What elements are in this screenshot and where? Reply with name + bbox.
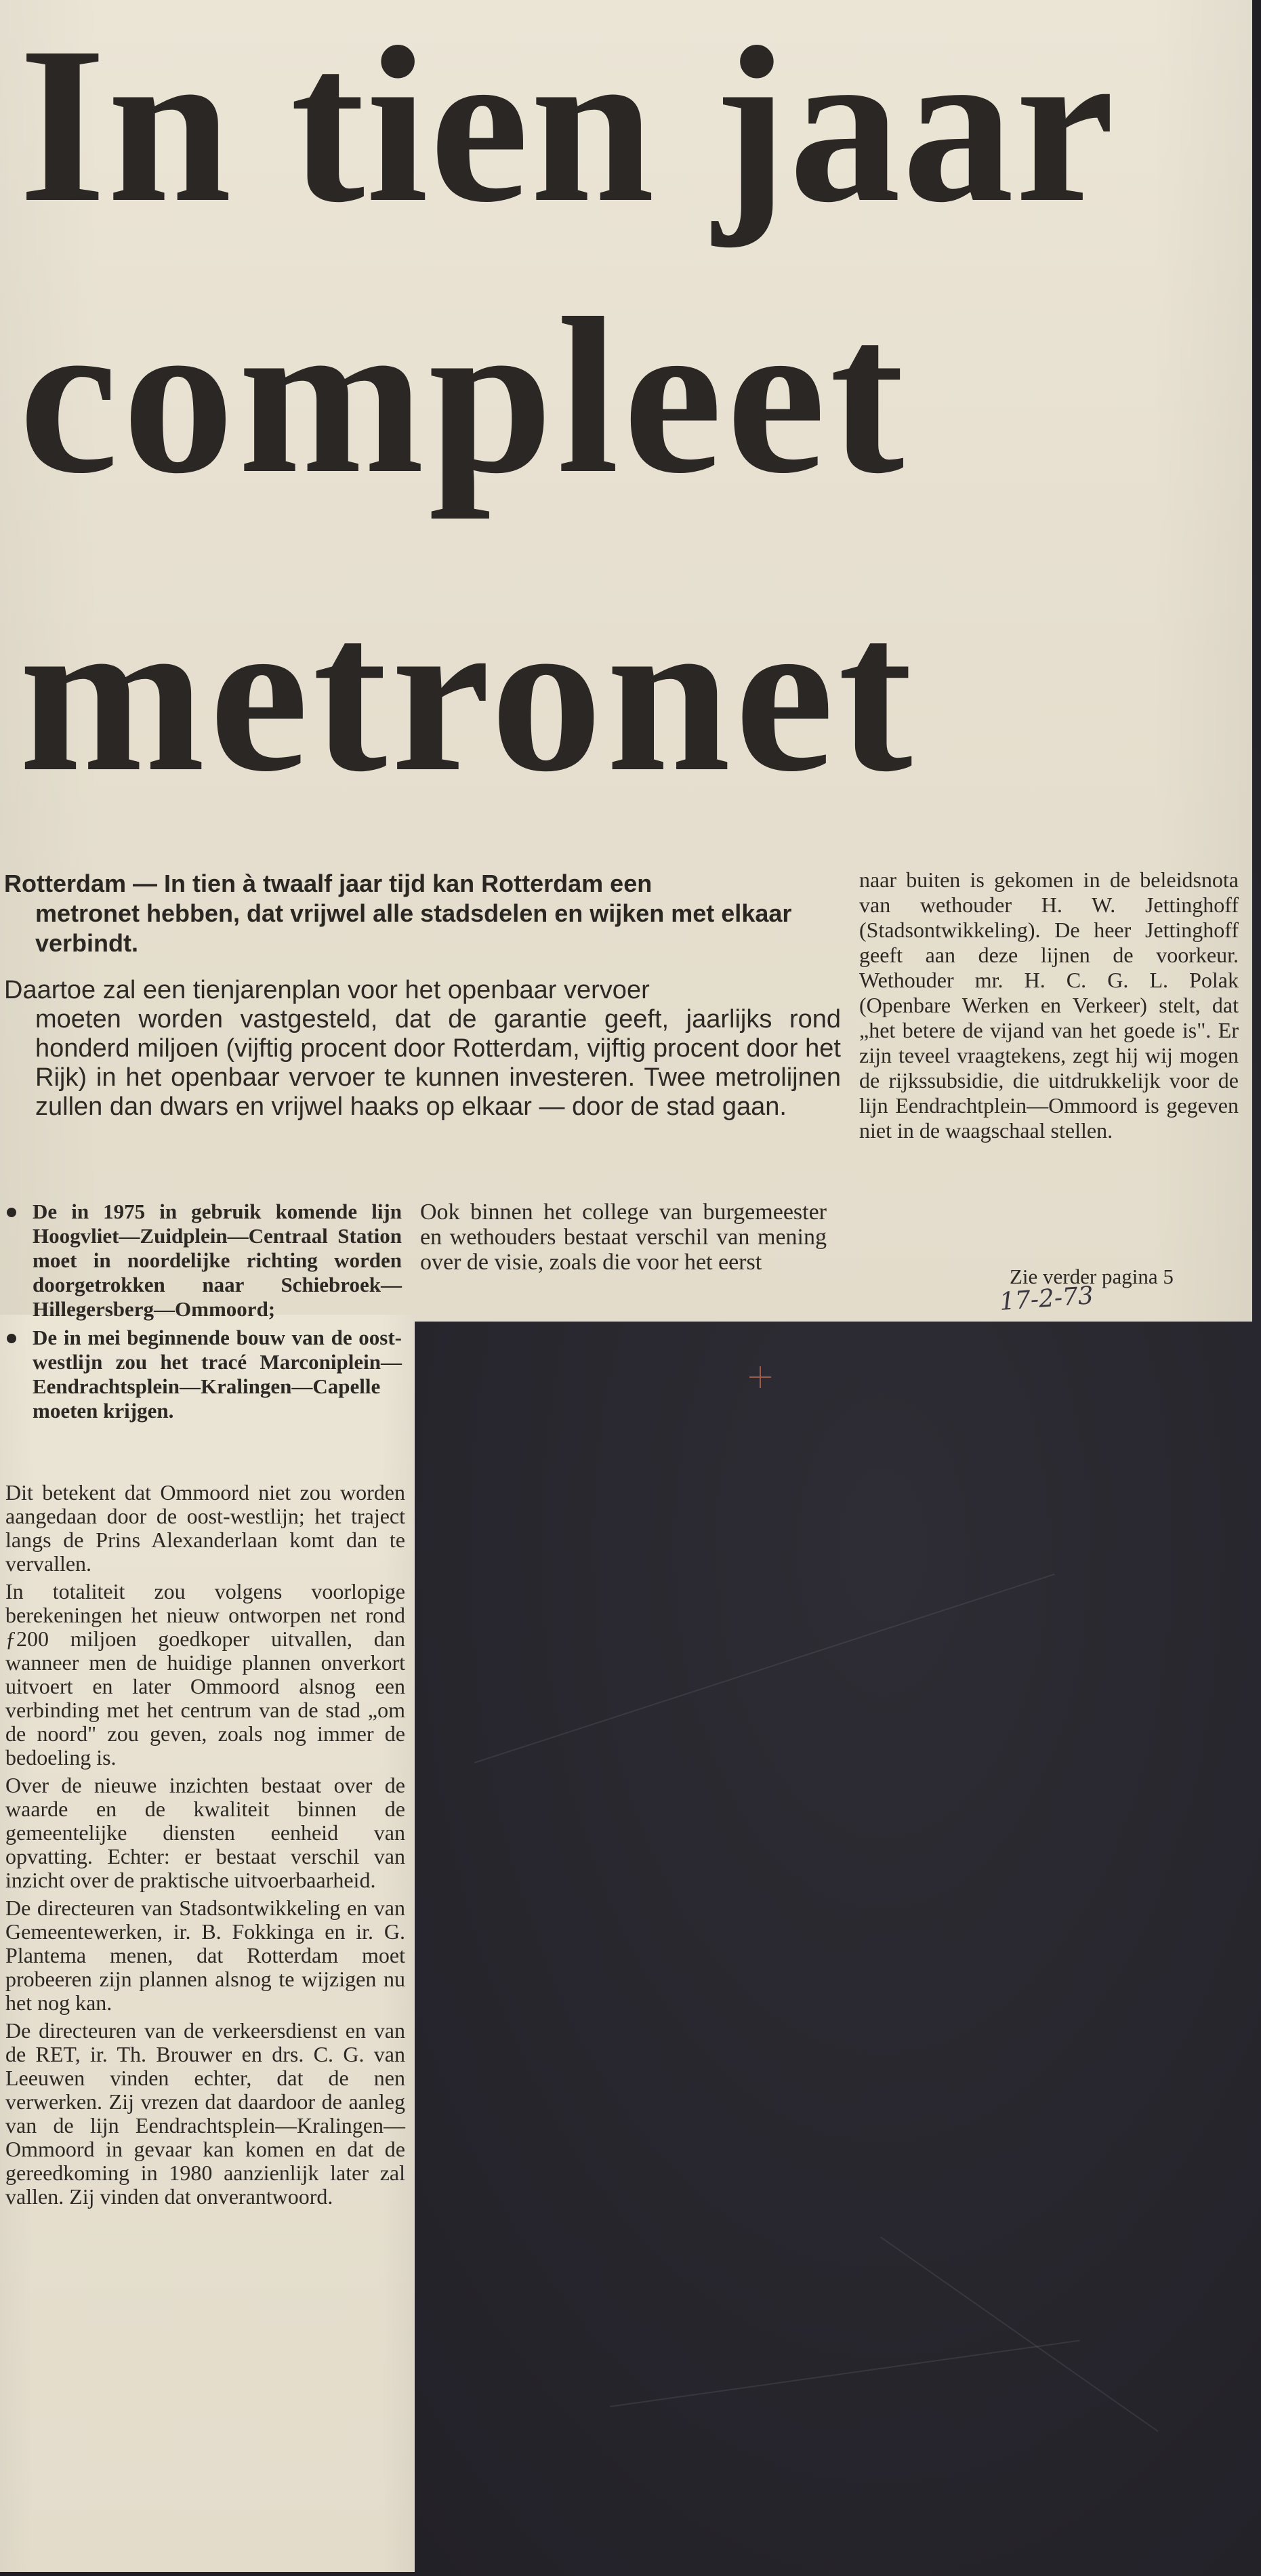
body-paragraph: De directeuren van de verkeersdienst en van de RET, ir. Th. Brouwer en drs. C. G. van Leeuwen vinden echter, dat de nen verwerken. Zij vrezen dat daardoor de aanleg van de lijn Eendrachtsplein—Kralingen—Ommoord in gevaar kan komen en dat de gereedkoming in 1980 aanzienlijk later zal vallen. Zij vinden dat onverantwoord. <box>5 2018 405 2209</box>
body-paragraph: In totaliteit zou volgens voorlopige berekeningen het nieuw ontworpen net rond ƒ200 miljoen goedkoper uitvallen, dan wanneer men de huidige plannen onverkort uitvoert en later Ommoord alsnog een verbinding met het centrum van de stad „om de noord" zou geven, zoals nog immer de bedoeling is. <box>5 1579 405 1770</box>
dateline: Rotterdam — <box>4 870 158 897</box>
bullet-text: De in mei beginnende bouw van de oost-westlijn zou het tracé Marconiplein—Eendrachtsplein—Kralingen—Capelle moeten krijgen. <box>33 1326 402 1423</box>
headline-line-1: In tien jaar <box>19 1 1116 249</box>
lead-rest: metronet hebben, dat vrijwel alle stadsdelen en wijken met elkaar verbindt. <box>35 899 792 957</box>
body-paragraph: Over de nieuwe inzichten bestaat over de waarde en de kwaliteit binnen de gemeentelijke diensten eenheid van opvatting. Echter: er bestaat verschil van inzicht over de praktische uitvoerbaarheid. <box>5 1773 405 1892</box>
pin-hole-icon <box>745 1362 775 1392</box>
bullet-item <box>5 1200 402 1322</box>
body-paragraph: De directeuren van Stadsontwikkeling en van Gemeentewerken, ir. B. Fokkinga en ir. G. Plantema menen, dat Rotterdam moet probeeren zijn plannen alsnog te wijzigen nu het nog kan. <box>5 1896 405 2015</box>
bullet-text: De in 1975 in gebruik komende lijn Hoogvliet—Zuidplein—Centraal Station moet in noordelijke richting worden doorgetrokken naar Schiebroek—Hillegersberg—Ommoord; <box>33 1200 402 1321</box>
lead-first-line: In tien à twaalf jaar tijd kan Rotterdam een <box>157 870 653 897</box>
body-paragraph: Dit betekent dat Ommoord niet zou worden aangedaan door de oost-westlijn; het traject langs de Prins Alexanderlaan komt dan te vervallen. <box>5 1480 405 1576</box>
column-1-bullets <box>5 1200 402 1427</box>
lead-paragraph <box>4 869 841 958</box>
handwritten-date: 17-2-73 <box>998 1282 1095 1316</box>
column-1-body <box>5 1481 405 2213</box>
intro-paragraph <box>4 976 841 1122</box>
headline-line-2: compleet <box>19 272 909 520</box>
continued-on-page-note: Zie verder pagina 5 <box>1010 1265 1174 1288</box>
column-2 <box>420 1200 827 1279</box>
body-paragraph: Ook binnen het college van burgemeester en wethouders bestaat verschil van mening over de visie, zoals die voor het eerst <box>420 1200 827 1275</box>
column-3 <box>859 867 1239 1147</box>
headline-line-3: metronet <box>19 571 917 818</box>
bullet-dot-icon <box>7 1208 16 1217</box>
bullet-dot-icon <box>7 1334 16 1343</box>
intro-rest: moeten worden vastgesteld, dat de garantie geeft, jaarlijks rond honderd miljoen (vijftig procent door Rotterdam, vijftig procent door het Rijk) in het openbaar vervoer te kunnen investeren. Twee metrolijnen zullen dan dwars en vrijwel haaks op elkaar — door de stad gaan. <box>35 1005 841 1121</box>
bullet-item <box>5 1326 402 1423</box>
body-paragraph: naar buiten is gekomen in de beleidsnota van wethouder H. W. Jettinghoff (Stadsontwikkeling). De heer Jettinghoff geeft aan deze lijnen de voorkeur. Wethouder mr. H. C. G. L. Polak (Openbare Werken en Verkeer) stelt, dat „het betere de vijand van het goede is". Er zijn teveel vraagtekens, zegt hij wij mogen de rijkssubsidie, die uitdrukkelijk voor de lijn Eendrachtplein—Ommoord is gegeven niet in de waagschaal stellen. <box>859 867 1239 1143</box>
intro-first-line: Daartoe zal een tienjarenplan voor het openbaar vervoer <box>4 976 650 1004</box>
